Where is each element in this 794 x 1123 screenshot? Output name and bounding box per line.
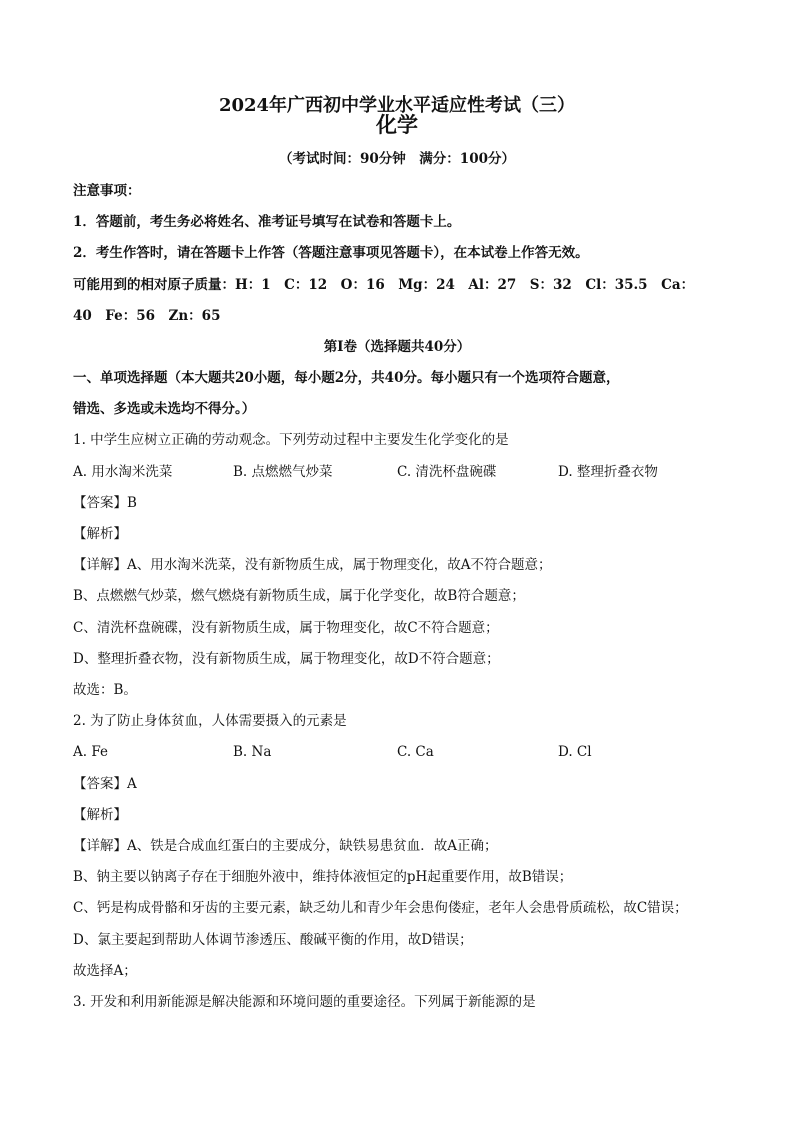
answer-label: 【答案】B <box>73 495 137 511</box>
conclusion-line: 故选择A； <box>73 963 137 979</box>
subject-title: 化学 <box>376 112 418 137</box>
detail-line: D、氯主要起到帮助人体调节渗透压、酸碱平衡的作用，故D错误； <box>73 932 473 948</box>
analysis-label: 【解析】 <box>73 807 127 823</box>
detail-line: C、钙是构成骨骼和牙齿的主要元素，缺乏幼儿和青少年会患佝偻症，老年人会患骨质疏松，故C错误； <box>73 900 688 916</box>
detail-line: B、钠主要以钠离子存在于细胞外液中，维持体液恒定的pH起重要作用，故B错误； <box>73 869 573 885</box>
option-a: A. Fe <box>73 744 108 760</box>
question-stem: 3. 开发和利用新能源是解决能源和环境问题的重要途径。下列属于新能源的是 <box>73 994 536 1010</box>
analysis-label: 【解析】 <box>73 526 127 542</box>
section-instructions: 错选、多选或未选均不得分。） <box>73 401 256 417</box>
detail-line: B、点燃燃气炒菜，燃气燃烧有新物质生成，属于化学变化，故B符合题意； <box>73 588 525 604</box>
question-stem: 2. 为了防止身体贫血，人体需要摄入的元素是 <box>73 713 347 729</box>
option-b: B. 点燃燃气炒菜 <box>233 464 333 480</box>
section-instructions: 一、单项选择题（本大题共20小题，每小题2分，共40分。每小题只有一个选项符合题意， <box>73 370 620 386</box>
exam-time-info: （考试时间：90分钟 满分：100分） <box>279 151 515 167</box>
detail-line: D、整理折叠衣物，没有新物质生成，属于物理变化，故D不符合题意； <box>73 651 500 667</box>
conclusion-line: 故选：B。 <box>73 682 137 698</box>
option-d: D. Cl <box>558 744 592 760</box>
detail-line: 【详解】A、铁是合成血红蛋白的主要成分，缺铁易患贫血．故A正确； <box>73 838 498 854</box>
atomic-mass-line: 40 Fe：56 Zn：65 <box>73 308 221 324</box>
notice-item: 2．考生作答时，请在答题卡上作答（答题注意事项见答题卡），在本试卷上作答无效。 <box>73 245 589 261</box>
option-b: B. Na <box>233 744 272 760</box>
option-c: C. Ca <box>397 744 434 760</box>
option-a: A. 用水淘米洗菜 <box>73 464 173 480</box>
detail-line: C、清洗杯盘碗碟，没有新物质生成，属于物理变化，故C不符合题意； <box>73 620 499 636</box>
exam-title: 2024年广西初中学业水平适应性考试（三） <box>218 95 576 116</box>
option-c: C. 清洗杯盘碗碟 <box>397 464 497 480</box>
detail-line: 【详解】A、用水淘米洗菜，没有新物质生成，属于物理变化，故A不符合题意； <box>73 557 552 573</box>
option-d: D. 整理折叠衣物 <box>558 464 658 480</box>
answer-label: 【答案】A <box>73 776 137 792</box>
part-title: 第Ⅰ卷（选择题共40分） <box>323 339 471 355</box>
notice-item: 1．答题前，考生务必将姓名、准考证号填写在试卷和答题卡上。 <box>73 214 461 230</box>
question-stem: 1. 中学生应树立正确的劳动观念。下列劳动过程中主要发生化学变化的是 <box>73 432 509 448</box>
notice-heading: 注意事项： <box>73 183 141 199</box>
atomic-mass-line: 可能用到的相对原子质量：H：1 C：12 O：16 Mg：24 Al：27 S：32 Cl：35.5 Ca： <box>73 277 695 293</box>
